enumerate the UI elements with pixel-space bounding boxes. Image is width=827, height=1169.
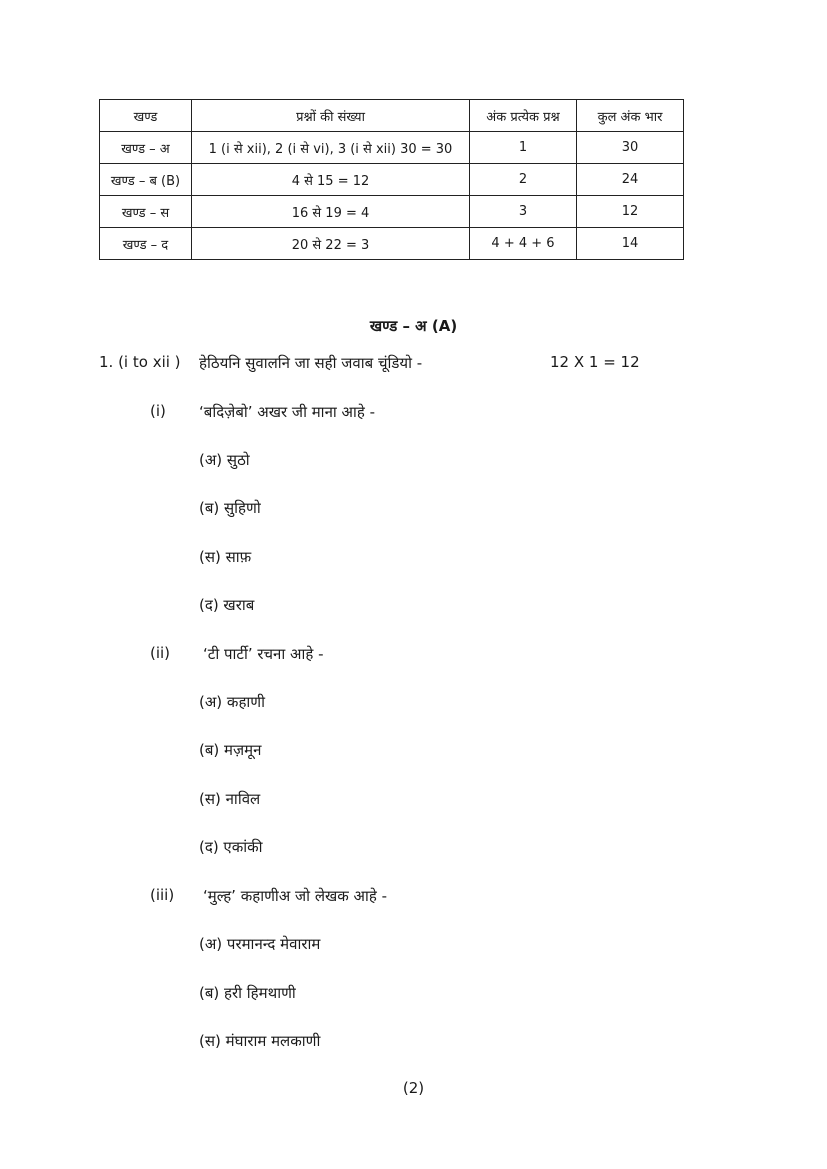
question-text: हेठियनि सुवालनि जा सही जवाब चूंडियो - (199, 354, 423, 372)
cell-question-count: 1 (i से xii), 2 (i से vi), 3 (i से xii) 30 = 30 (192, 132, 470, 164)
option-a: (अ) परमानन्द मेवाराम (199, 935, 321, 953)
sub-question-number: (ii) (150, 644, 171, 662)
option-b: (ब) सुहिणो (199, 499, 261, 517)
cell-question-count: 4 से 15 = 12 (192, 164, 470, 196)
table-row (100, 196, 684, 228)
header-section: खण्ड (100, 100, 192, 132)
page-number: (2) (402, 1079, 425, 1097)
option-c: (स) मंघाराम मलकाणी (199, 1032, 321, 1050)
cell-section: खण्ड – द (100, 228, 192, 260)
sub-question-text: ‘टी पार्टी’ रचना आहे - (203, 645, 324, 663)
option-c: (स) साफ़ (199, 548, 252, 566)
cell-section: खण्ड – ब (B) (100, 164, 192, 196)
cell-marks-each: 1 (470, 132, 577, 164)
sub-question-text: ‘बदिज़ेबो’ अखर जी माना आहे - (199, 403, 376, 421)
cell-total-marks: 24 (577, 164, 684, 196)
question-marks: 12 X 1 = 12 (550, 353, 640, 371)
table-header-row (100, 100, 684, 132)
table-row (100, 228, 684, 260)
cell-section: खण्ड – अ (100, 132, 192, 164)
section-title: खण्ड – अ (A) (369, 317, 458, 335)
cell-total-marks: 30 (577, 132, 684, 164)
question-number: 1. (i to xii ) (99, 353, 181, 371)
marks-distribution-table (99, 99, 684, 260)
cell-question-count: 16 से 19 = 4 (192, 196, 470, 228)
cell-total-marks: 14 (577, 228, 684, 260)
sub-question-text: ‘मुल्ह’ कहाणीअ जो लेखक आहे - (203, 887, 388, 905)
table-row (100, 132, 684, 164)
cell-section: खण्ड – स (100, 196, 192, 228)
option-b: (ब) मज़मून (199, 741, 262, 759)
sub-question-number: (iii) (150, 886, 175, 904)
sub-question-number: (i) (150, 402, 166, 420)
option-a: (अ) कहाणी (199, 693, 266, 711)
option-b: (ब) हरी हिमथाणी (199, 984, 296, 1002)
option-a: (अ) सुठो (199, 451, 250, 469)
option-d: (द) एकांकी (199, 838, 263, 856)
table-row (100, 164, 684, 196)
cell-marks-each: 4 + 4 + 6 (470, 228, 577, 260)
cell-marks-each: 2 (470, 164, 577, 196)
cell-total-marks: 12 (577, 196, 684, 228)
header-total-marks: कुल अंक भार (577, 100, 684, 132)
header-question-count: प्रश्नों की संख्या (192, 100, 470, 132)
header-marks-each: अंक प्रत्येक प्रश्न (470, 100, 577, 132)
option-c: (स) नाविल (199, 790, 261, 808)
cell-marks-each: 3 (470, 196, 577, 228)
cell-question-count: 20 से 22 = 3 (192, 228, 470, 260)
option-d: (द) खराब (199, 596, 255, 614)
